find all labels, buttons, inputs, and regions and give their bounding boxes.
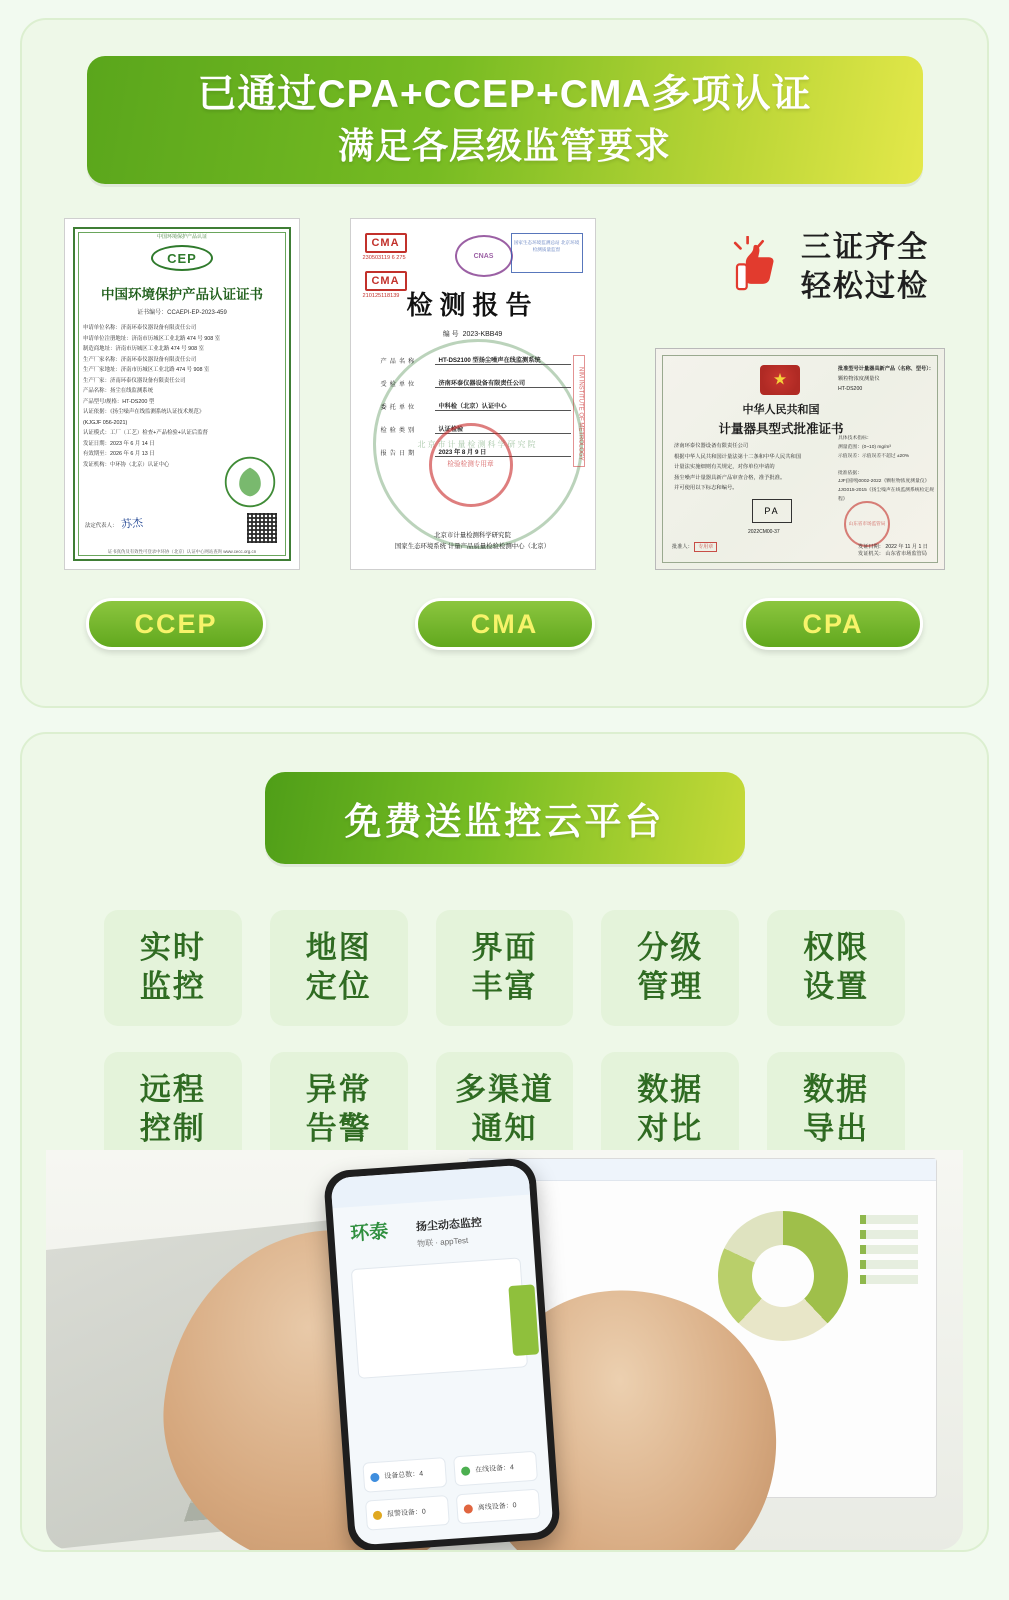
feature-line-1: 异常 bbox=[305, 1072, 372, 1108]
legend-item bbox=[860, 1245, 918, 1254]
app-side-tab[interactable] bbox=[508, 1284, 539, 1356]
right-column bbox=[645, 218, 945, 570]
app-subtitle: 物联 · appTest bbox=[416, 1235, 469, 1249]
cpa-body-line: 扬尘噪声计量器具新产品审查合格，准予批准。 bbox=[674, 474, 786, 481]
cloud-banner-text: 免费送监控云平台 bbox=[344, 801, 665, 842]
feature-line-2: 定位 bbox=[305, 969, 372, 1004]
feature-line-1: 界面 bbox=[471, 930, 538, 966]
national-emblem-icon bbox=[760, 365, 800, 395]
feature-line-1: 多渠道 bbox=[454, 1072, 554, 1108]
ccep-subtitle: 证书编号：CCAEPI-EP-2023-459 bbox=[137, 310, 227, 316]
pill-ccep: CCEP bbox=[86, 598, 266, 650]
cma-field-row bbox=[381, 355, 571, 365]
cma-red-seal-icon: 检验检测专用章 bbox=[429, 423, 513, 507]
stat-card[interactable] bbox=[362, 1457, 447, 1493]
feature-line-1: 远程 bbox=[139, 1072, 206, 1108]
cma-field-value: 中科检（北京）认证中心 bbox=[435, 401, 571, 411]
app-stat-cards bbox=[362, 1451, 540, 1531]
cpa-title-1: 中华人民共和国 bbox=[742, 404, 820, 416]
cpa-issue-date-label: 发证日期： bbox=[858, 544, 884, 550]
cma-field-row bbox=[381, 378, 571, 388]
feature-line-2: 丰富 bbox=[471, 969, 538, 1004]
ccep-qr-code bbox=[247, 513, 277, 543]
cpa-issuer-block bbox=[672, 543, 717, 557]
feature-line-2: 监控 bbox=[139, 969, 206, 1004]
cpa-pa-mark: PA bbox=[752, 499, 792, 523]
banner-line-1: 已通过CPA+CCEP+CMA多项认证 bbox=[197, 73, 812, 117]
cpa-issue-org-row bbox=[858, 550, 928, 557]
cpa-issue-date: 2022 年 11 月 1 日 bbox=[885, 544, 928, 550]
cma-field-label: 产品名称 bbox=[380, 358, 418, 365]
cma-mark-number-2: 210125118139 bbox=[362, 293, 400, 299]
phone-status-bar bbox=[330, 1165, 530, 1209]
ccep-line: 产品型号/规格：HT-DS200 型 bbox=[83, 398, 155, 405]
cma-field-value: 认证检验 bbox=[435, 424, 571, 434]
cma-footer-line-1: 北京市计量检测科学研究院 bbox=[434, 532, 511, 540]
cpa-right-line: HT-DS200 bbox=[838, 385, 863, 392]
cma-mark-number-1: 230503119 6 275 bbox=[362, 255, 406, 261]
cma-number-label: 编 号 bbox=[442, 331, 459, 338]
status-dot-icon bbox=[373, 1510, 383, 1520]
feature-item bbox=[436, 910, 574, 1026]
cpa-right-bottom-line: 批准依据： bbox=[838, 470, 862, 476]
cma-red-strip: NIM INSTITUTE OF METROLOGY bbox=[573, 355, 585, 467]
feature-line-1: 地图 bbox=[305, 930, 372, 966]
cma-field-value: 2023 年 8 月 9 日 bbox=[435, 447, 571, 457]
feature-item bbox=[104, 910, 242, 1026]
cma-field-label: 检验类别 bbox=[380, 427, 418, 434]
stat-card-label: 报警设备：0 bbox=[386, 1508, 427, 1519]
cma-footer-line-2: 国家生态环境系统 计量产品质量检验检测中心（北京） bbox=[394, 543, 551, 551]
certificate-row bbox=[46, 218, 963, 570]
slogan-block bbox=[733, 228, 929, 306]
cma-field-row bbox=[381, 401, 571, 411]
platform-photo bbox=[46, 1150, 963, 1550]
cpa-right-mid-line: 测量范围：(0~10) mg/m³ bbox=[838, 444, 891, 450]
feature-line-2: 管理 bbox=[637, 969, 704, 1004]
legend-item bbox=[860, 1230, 918, 1239]
ccep-issue-date: 发证日期：2023 年 6 月 14 日 bbox=[83, 440, 155, 447]
app-title: 扬尘动态监控 bbox=[415, 1216, 483, 1234]
cma-title: 检测报告 bbox=[406, 291, 539, 320]
status-dot-icon bbox=[463, 1504, 473, 1514]
ccep-top-text: 中国环境保护产品认证 bbox=[156, 234, 208, 240]
thumbs-up-icon bbox=[733, 236, 787, 298]
stat-card[interactable] bbox=[456, 1489, 541, 1525]
cma-field-value: 济南环泰仪器设备有限责任公司 bbox=[435, 378, 571, 388]
feature-item bbox=[601, 910, 739, 1026]
stat-card[interactable] bbox=[365, 1495, 450, 1531]
stat-card-label: 离线设备：0 bbox=[477, 1502, 517, 1512]
feature-line-2: 导出 bbox=[803, 1111, 870, 1146]
feature-line-2: 设置 bbox=[803, 969, 870, 1004]
certification-pill-row bbox=[86, 598, 923, 650]
ccep-line: 申请单位名称：济南环泰仪器设备有限责任公司 bbox=[83, 325, 197, 331]
cpa-applicant: 济南环泰仪器设备有限责任公司 bbox=[674, 443, 749, 449]
cpa-right-bottom-line: JJG015-2015《扬尘噪声在线监测系统检定规程》 bbox=[838, 488, 934, 503]
feature-line-2: 通知 bbox=[471, 1111, 538, 1146]
certificate-cpa bbox=[655, 348, 945, 570]
dashboard-toolbar bbox=[468, 1159, 936, 1181]
cloud-platform-section bbox=[20, 732, 989, 1552]
ccep-line: 产品名称：扬尘在线监测系统 bbox=[83, 388, 154, 395]
stat-card-label: 在线设备：4 bbox=[474, 1464, 515, 1474]
ccep-footer: 证书真伪及有效性可登录中环协（北京）认证中心网站查询 www.cecc.org.cn bbox=[107, 549, 257, 554]
ccep-green-stamp-icon bbox=[223, 455, 277, 509]
slogan-line-1: 三证齐全 bbox=[801, 231, 929, 264]
cpa-issue-date-row bbox=[858, 543, 928, 550]
ccep-line: 认证模式：工厂（工艺）检查+产品检验+认证后监督 bbox=[83, 430, 208, 437]
cpa-body-line: 并可使用以下标志和编号。 bbox=[674, 485, 738, 492]
ccep-signature-row bbox=[85, 515, 143, 531]
cma-mark-1: CMA bbox=[365, 233, 407, 253]
cma-cnas-seal-icon: CNAS bbox=[455, 235, 513, 277]
app-logo: 环泰 bbox=[349, 1221, 390, 1246]
feature-line-1: 分级 bbox=[637, 930, 704, 966]
cpa-right-line: 颗粒物浓度测量仪 bbox=[838, 375, 880, 382]
feature-item bbox=[270, 910, 408, 1026]
cpa-right-mid bbox=[838, 435, 934, 505]
ccep-line: 生产厂家：济南环泰仪器设备有限责任公司 bbox=[83, 377, 186, 384]
feature-grid bbox=[104, 910, 905, 1168]
cma-mark-2: CMA bbox=[365, 271, 407, 291]
feature-line-1: 数据 bbox=[803, 1072, 870, 1108]
legend-item bbox=[860, 1215, 918, 1224]
cpa-right-line: 批准型号计量器具新产品（名称、型号）： bbox=[838, 366, 934, 372]
ccep-signature-label: 法定代表人： bbox=[85, 523, 118, 529]
ccep-issuer: 发证机构：中环协（北京）认证中心 bbox=[83, 461, 170, 468]
cpa-body-line: 根据中华人民共和国计量法第十二条和中华人民共和国 bbox=[674, 453, 802, 460]
dashboard-pie-chart bbox=[718, 1211, 848, 1341]
feature-line-1: 数据 bbox=[637, 1072, 704, 1108]
slogan-text bbox=[801, 228, 929, 306]
cpa-title-2: 计量器具型式批准证书 bbox=[718, 422, 844, 436]
certification-section bbox=[20, 18, 989, 708]
ccep-title: 中国环境保护产品认证证书 bbox=[101, 287, 263, 302]
cpa-right-mid-line: 示值误差：示值误差不超过 ±20% bbox=[838, 453, 910, 459]
cma-field-value: HT-DS2100 型扬尘噪声在线监测系统 bbox=[435, 355, 571, 365]
certification-banner bbox=[87, 56, 923, 184]
cpa-issue-org-label: 发证机关： bbox=[858, 551, 884, 557]
cma-footer bbox=[351, 531, 595, 553]
cma-field-label: 委托单位 bbox=[380, 404, 418, 411]
cpa-issue-org: 山东省市场监管局 bbox=[885, 551, 927, 557]
ccep-signature: 苏杰 bbox=[120, 516, 145, 532]
cloud-banner bbox=[265, 772, 745, 864]
pill-cpa: CPA bbox=[743, 598, 923, 650]
cpa-red-seal-icon: 山东省市场监管局 bbox=[844, 501, 890, 547]
legend-item bbox=[860, 1275, 918, 1284]
certificate-cma bbox=[350, 218, 596, 570]
phone-device bbox=[323, 1157, 561, 1550]
feature-line-2: 告警 bbox=[305, 1111, 372, 1146]
ccep-line: 认证依据：《扬尘噪声在线监测系统认证技术规范》 bbox=[83, 409, 205, 416]
cma-field-label: 受检单位 bbox=[380, 381, 418, 388]
banner-line-2: 满足各层级监管要求 bbox=[337, 125, 671, 167]
cma-report-number bbox=[351, 329, 595, 339]
cpa-date-block bbox=[858, 543, 928, 557]
dashboard-legend bbox=[860, 1215, 918, 1290]
cma-field-label: 报告日期 bbox=[380, 450, 418, 457]
ccep-badge-label: CEP bbox=[151, 245, 213, 271]
cpa-bottom-row bbox=[672, 543, 928, 557]
ccep-valid-date: 有效期至：2026 年 6 月 13 日 bbox=[83, 451, 155, 458]
ccep-line: 制造商地址：济南市历城区工业北路 474 号 908 室 bbox=[83, 346, 205, 353]
ccep-line: (KJGJF 056-2021) bbox=[83, 419, 128, 426]
cma-authority-seal: 国家生态环境监测总站 北京环境检测质量监督 bbox=[511, 233, 583, 273]
cpa-right-bottom-line: JJF(国网)0002-2022《颗粒物浓度测量仪》 bbox=[838, 479, 930, 485]
pill-cma: CMA bbox=[415, 598, 595, 650]
feature-line-2: 控制 bbox=[139, 1111, 206, 1146]
ccep-detail-lines bbox=[83, 323, 281, 470]
cpa-right-mid-line: 具体技术指标： bbox=[838, 436, 872, 441]
feature-line-2: 对比 bbox=[637, 1111, 704, 1146]
ccep-line: 生产厂家名称：济南环泰仪器设备有限责任公司 bbox=[83, 356, 197, 363]
cpa-issuer-label: 批准人： bbox=[672, 544, 693, 550]
status-dot-icon bbox=[461, 1466, 471, 1476]
status-dot-icon bbox=[370, 1472, 380, 1482]
cpa-body-line: 计量法实施细则有关规定，对你单位申请的 bbox=[674, 464, 775, 471]
feature-line-1: 实时 bbox=[139, 930, 206, 966]
cpa-issuer-stamp: 专用章 bbox=[694, 542, 717, 552]
cpa-right-top bbox=[838, 365, 934, 395]
stat-card[interactable] bbox=[453, 1451, 538, 1487]
feature-line-1: 权限 bbox=[803, 930, 870, 966]
certificate-ccep bbox=[64, 218, 300, 570]
stat-card-label: 设备总数：4 bbox=[384, 1470, 424, 1481]
legend-item bbox=[860, 1260, 918, 1269]
cma-watermark: 北京市计量检测科学研究院 bbox=[373, 339, 583, 549]
phone-screen bbox=[330, 1165, 553, 1546]
ccep-line: 生产厂家地址：济南市历城区工业北路 474 号 908 室 bbox=[83, 367, 210, 374]
slogan-line-2: 轻松过检 bbox=[801, 270, 929, 303]
cpa-pa-number: 2022CM00-37 bbox=[748, 529, 780, 535]
ccep-line: 申请单位注册地址：济南市历城区工业北路 474 号 908 室 bbox=[83, 335, 221, 342]
feature-item bbox=[767, 910, 905, 1026]
ccep-badge-icon bbox=[147, 241, 217, 275]
app-illustration bbox=[351, 1257, 528, 1379]
cma-number-value: 2023-KBB49 bbox=[462, 331, 503, 338]
